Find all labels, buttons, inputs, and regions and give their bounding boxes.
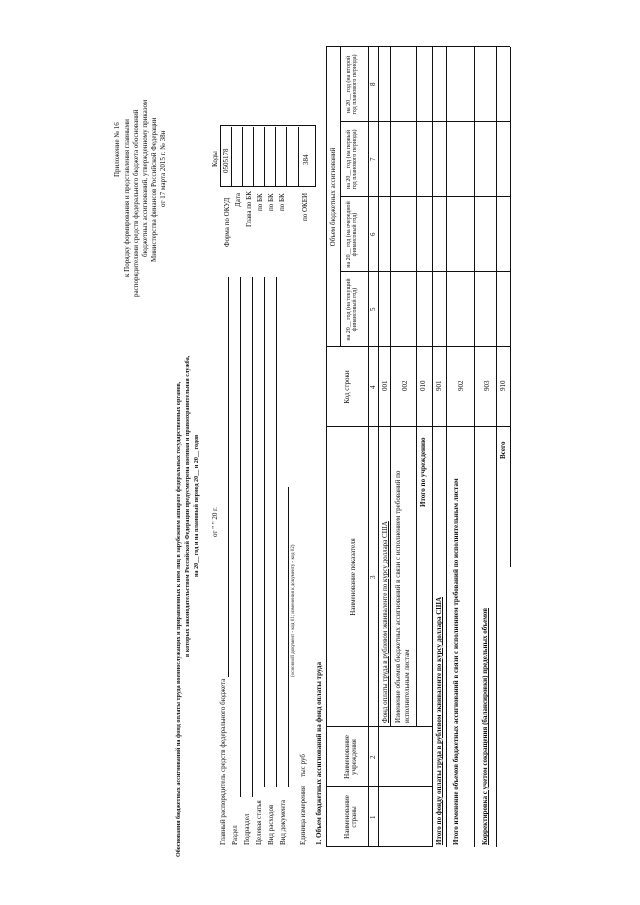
rotated-form-sheet (100, 37, 540, 867)
codes-rule (253, 127, 254, 187)
table-col-rule (340, 271, 510, 272)
table-col-rule (326, 346, 510, 347)
subsection-label: Подраздел (243, 813, 251, 845)
table-rule-bottom (510, 47, 511, 567)
codes-rule (242, 127, 243, 187)
table-rule-top (326, 47, 327, 847)
table-col-rule (326, 426, 510, 427)
table-rule-header-bottom (368, 47, 369, 847)
col-y2-header: на 20__ год (на очередной финансовый год) (346, 201, 358, 268)
section-line (240, 277, 241, 797)
appendix-number: Приложение № 16 (113, 122, 121, 177)
codes-header: Коды (211, 151, 219, 167)
codes-rule (275, 127, 276, 187)
col-num-5: 5 (369, 307, 377, 311)
target-article-line (264, 277, 265, 787)
col-num-7: 7 (369, 157, 377, 161)
col-indicator-header: Наименование показателя (349, 538, 357, 616)
row-label-910: Всего (499, 441, 507, 459)
row-code-903: 903 (483, 380, 491, 391)
table-rule (416, 47, 417, 727)
row-label-010: Итого по учреждению (419, 437, 427, 507)
appendix-line4: бюджетных ассигнований, утвержденному приказом (141, 99, 149, 257)
col-num-6: 6 (369, 232, 377, 236)
row-label-002: Изменение объемов бюджетных ассигнований в связи с исполнением требований по исполнительным листам (394, 470, 412, 723)
subsection-line (252, 277, 253, 797)
row-code-010: 010 (419, 380, 427, 391)
col-institution-header: Наименование учреждения (343, 735, 358, 779)
form-title-line1: Обоснования бюджетных ассигнований на фонд оплаты труда военнослужащих и приравненных к ним лиц в зарубежном аппарате федеральных государственных органов, (176, 381, 182, 857)
bk-label-3: по БК (278, 193, 286, 211)
appendix-line6: от 17 марта 2015 г. № 38н (159, 130, 167, 207)
section1-title: 1. Объем бюджетных ассигнований на фонд оплаты труда (315, 662, 323, 845)
section-label: Раздел (231, 825, 239, 845)
codes-rule (231, 127, 232, 187)
target-article-label: Целевая статья (255, 800, 263, 845)
codes-rule (286, 127, 287, 187)
table-rule-volume (340, 47, 341, 347)
codes-rule (298, 127, 299, 187)
row-code-901: 901 (435, 380, 443, 391)
col-country-header: Наименование страны (343, 795, 358, 839)
row-label-903: Корректировка с учетом сокращения (балансировки) предельных объемов (481, 608, 489, 845)
okei-label: по ОКЕИ (301, 192, 309, 221)
table-rule (390, 47, 391, 727)
appendix-line3: распорядителями средств федерального бюджета обоснований (132, 109, 140, 297)
row-label-901: Итого по фонду оплаты труда в рублевом эквиваленте по курсу доллара США (435, 596, 443, 845)
table-rule (446, 47, 447, 847)
bk-label-1: по БК (256, 193, 264, 211)
form-title-line2: в которых законодательством Российской Федерации предусмотрена военная и правоохранительная служба, (185, 355, 191, 657)
bk-label-2: по БК (267, 193, 275, 211)
col-num-8: 8 (369, 82, 377, 86)
col-code-header: Код строки (343, 370, 351, 404)
table-rule (496, 47, 497, 847)
col-volume-header: Объем бюджетных ассигнований (329, 147, 337, 247)
chief-manager-line (228, 277, 229, 677)
expense-type-label: Вид расходов (267, 804, 275, 845)
appendix-line2: к Порядку формирования и представления главными (123, 119, 131, 277)
row-code-002: 002 (401, 380, 409, 391)
col-num-1: 1 (369, 815, 377, 819)
date-label: Дата (234, 193, 242, 207)
row-code-001: 001 (381, 380, 389, 391)
table-col-rule (340, 121, 510, 122)
col-y4-header: на 20__ год (на второй год планового периода) (346, 54, 358, 115)
table-col-rule (340, 196, 510, 197)
col-num-2: 2 (369, 755, 377, 759)
col-num-3: 3 (369, 575, 377, 579)
okud-label: Форма по ОКУД (223, 197, 231, 247)
table-rule (432, 47, 433, 847)
col-y1-header: на 20__ год (на текущий финансовый год) (346, 278, 358, 341)
unit-label: Единица измерения (299, 786, 307, 845)
okud-value: 0505178 (222, 148, 230, 173)
expense-type-line (276, 277, 277, 787)
form-title-line3: на 20__ год и на плановый период 20__ и 20__ годов (194, 434, 200, 577)
chief-manager-label: Главный распорядитель средств федерального бюджета (219, 678, 227, 845)
document-type-line (288, 487, 289, 787)
codes-rule (264, 127, 265, 187)
okei-value: 384 (302, 154, 310, 165)
col-y3-header: на 20__ год (на первый год планового периода) (346, 129, 358, 190)
table-col-rule (326, 726, 432, 727)
table-col-rule (326, 46, 510, 47)
table-col-rule (326, 786, 432, 787)
form-date: от " " 20 г. (211, 506, 219, 537)
table-col-rule (326, 846, 432, 847)
document-type-label: Вид документа (279, 799, 287, 845)
appendix-line5: Министерства финансов Российской Федерации (150, 117, 158, 262)
row-label-001: Фонд оплаты труда в рублевом эквиваленте по курсу доллара США (381, 521, 389, 723)
table-rule-nums (378, 47, 379, 847)
unit-value: тыс руб (299, 754, 307, 777)
row-label-902: Итого изменение объемов бюджетных ассигнований в связи с исполнением требований по исполнительным листам (452, 478, 460, 845)
row-code-910: 910 (499, 380, 507, 391)
document-type-note: (основной документ - код 01; изменения к документу - код 02) (291, 544, 296, 677)
col-num-4: 4 (369, 385, 377, 389)
row-code-902: 902 (457, 380, 465, 391)
glava-label: Глава по БК (245, 191, 253, 227)
table-rule (474, 47, 475, 847)
